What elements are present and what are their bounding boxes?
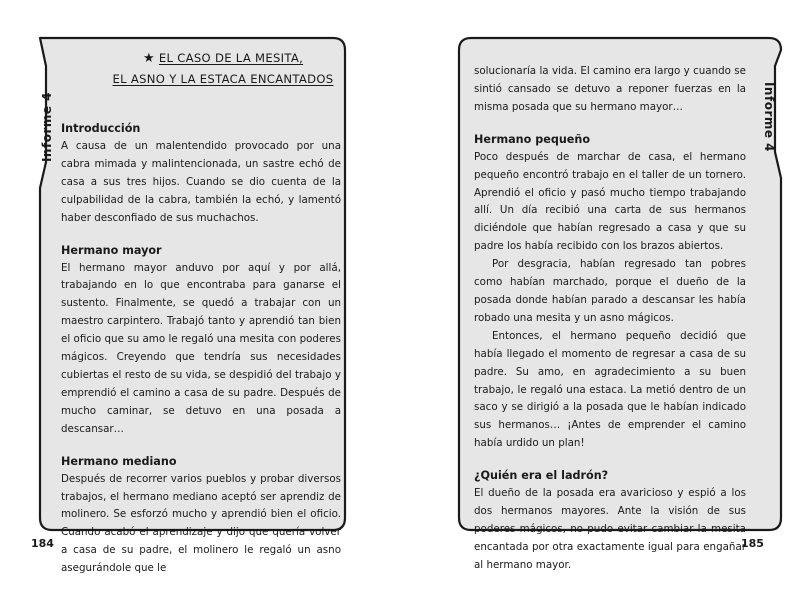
section-heading: Hermano mayor <box>61 243 162 257</box>
tab-label-right: Informe 4 <box>762 81 776 153</box>
section-paragraph: El dueño de la posada era avaricioso y espió a los dos hermanos mayores. Ante la visión de sus poderes mágicos, no pudo evitar cambiar la mesita encantada por otra exactamente igual para engañar al hermano mayor. <box>474 487 746 571</box>
section-heading: ¿Quién era el ladrón? <box>474 469 609 483</box>
section-paragraph: Por desgracia, habían regresado tan pobres como habían marchado, porque el dueño de la posada donde habían parado a descansar les había robado una mesita y un asno mágicos. <box>474 258 746 324</box>
page-number-left: 184 <box>31 537 54 550</box>
chapter-title <box>98 48 348 89</box>
page-number-right: 185 <box>741 537 764 550</box>
star-icon: ★ <box>142 51 155 66</box>
section-paragraph: El hermano mayor anduvo por aquí y por allá, trabajando en lo que encontraba para ganarse el sustento. Finalmente, se quedó a trabajar con un maestro carpintero. Trabajó tanto y aprendió tan bien el oficio que su amo le regaló una mesita con poderes mágicos. Creyendo que tendría sus necesidades cubiertas el resto de su vida, se despidió del trabajo y emprendió el camino a casa de su padre. Después de mucho caminar, se detuvo en una posada a descansar… <box>61 261 341 435</box>
tab-label-left: Informe 4 <box>40 91 54 163</box>
section-heading: Hermano mediano <box>61 454 177 468</box>
section-heading: Hermano pequeño <box>474 132 591 146</box>
title-line-2: EL ASNO Y LA ESTACA ENCANTADOS <box>112 72 334 86</box>
right-content <box>474 63 746 575</box>
title-line-1: EL CASO DE LA MESITA, <box>158 51 304 65</box>
section-paragraph: Después de recorrer varios pueblos y probar diversos trabajos, el hermano mediano aceptó ser aprendiz de molinero. Se esforzó mucho y aprendió bien el oficio. Cuando acabó el aprendizaje y dijo que quería volver a casa de su padre, el molinero le regaló un asno asegurándole que le <box>61 472 341 575</box>
section-paragraph: A causa de un malentendido provocado por una cabra mimada y malintencionada, un sastre echó de casa a sus tres hijos. Cuando se dio cuenta de la culpabilidad de la cabra, también la echó, y lamentó haber desconfiado de sus muchachos. <box>61 140 341 224</box>
section-heading: Introducción <box>61 122 141 135</box>
section-paragraph: Poco después de marchar de casa, el hermano pequeño encontró trabajo en el taller de un tornero. Aprendió el oficio y pasó mucho tiempo trabajando allí. Un día recibió una carta de sus hermanos diciéndole que habían regresado a casa y que su padre los había recibido con los brazos abiertos. <box>474 150 746 253</box>
section-paragraph: Entonces, el hermano pequeño decidió que había llegado el momento de regresar a casa de su padre. Su amo, en agradecimiento a su buen trabajo, le regaló una estaca. La metió dentro de un saco y se dirigió a la posada que le habían indicado sus hermanos… ¡Antes de emprender el camino había urdido un plan! <box>474 329 746 450</box>
left-content <box>61 120 341 578</box>
continuation-paragraph: solucionaría la vida. El camino era largo y cuando se sintió cansado se detuvo a reponer fuerzas en la misma posada que su hermano mayor… <box>474 65 746 113</box>
